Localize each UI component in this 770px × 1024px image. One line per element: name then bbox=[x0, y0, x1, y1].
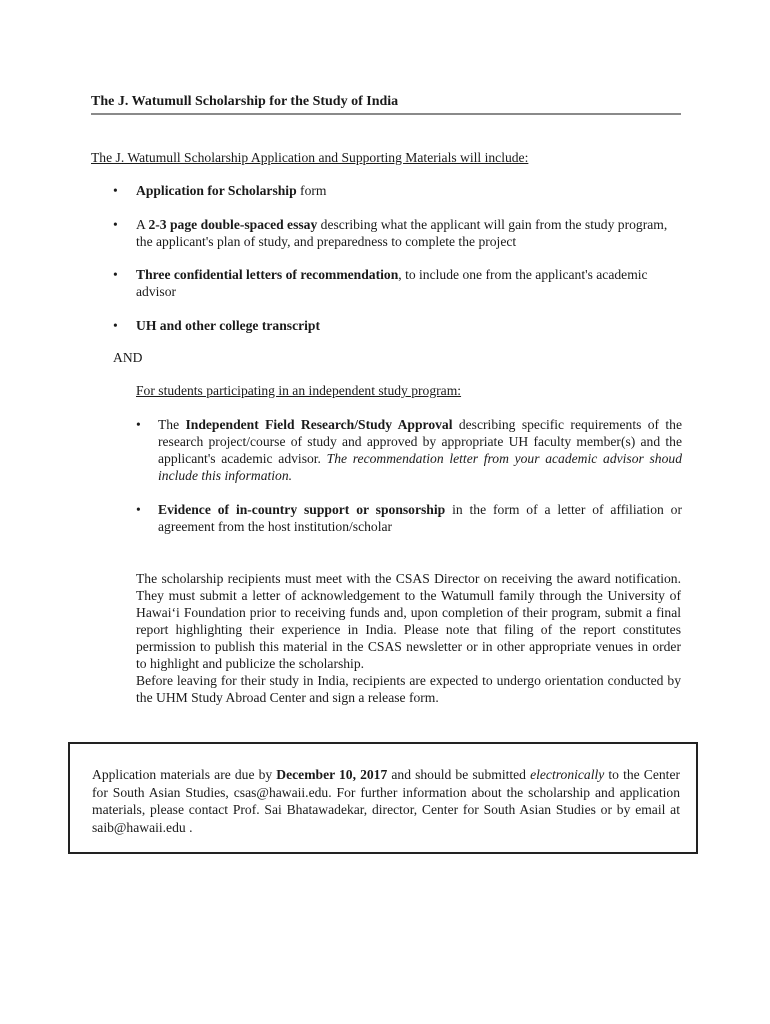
materials-item-4 bbox=[91, 317, 671, 334]
bullet-icon: • bbox=[113, 267, 118, 282]
deadline-prefix: Application materials are due by bbox=[92, 767, 277, 782]
deadline-text bbox=[92, 766, 680, 836]
orientation-text: Before leaving for their study in India, recipients are expected to undergo orientation conducted by the UHM Study Abroad Center and sign a release form. bbox=[136, 673, 681, 705]
independent-study-intro: For students participating in an independent study program: bbox=[136, 383, 462, 398]
materials-item-2 bbox=[91, 216, 671, 250]
deadline-mid: and should be submitted bbox=[387, 767, 531, 782]
item-text: describing what the applicant will gain from the study program, the applicant's plan of study, and preparedness to complete the project bbox=[136, 217, 668, 249]
requirements-text: The scholarship recipients must meet with the CSAS Director on receiving the award notification. They must submit a letter of acknowledgement to the Watumull family through the University of Hawaiʻi Foundation prior to receiving funds and, upon completion of their program, submit a final report highlighting their experience in India. Please note that filing of the report constitutes permission to publish this material in the CSAS newsletter or in other appropriate venues in order to highlight and publicize the scholarship. bbox=[136, 571, 681, 671]
item-bold: Application for Scholarship bbox=[136, 183, 297, 198]
materials-item-3 bbox=[91, 266, 671, 300]
item-text: describing specific requirements of the research project/course of study and approved by appropriate UH faculty member(s) and the applicant's academic advisor. bbox=[158, 417, 682, 466]
recipient-requirements bbox=[136, 570, 681, 706]
deadline-box bbox=[68, 742, 698, 854]
document-title: The J. Watumull Scholarship for the Study of India bbox=[91, 93, 681, 115]
item-prefix: A bbox=[136, 217, 149, 232]
item-note: The recommendation letter from your academic advisor shoud include this information. bbox=[158, 451, 682, 483]
item-bold: UH and other college transcript bbox=[136, 318, 320, 333]
item-text: form bbox=[296, 183, 327, 198]
deadline-emphasis: electronically bbox=[530, 767, 605, 782]
bullet-icon: • bbox=[136, 502, 141, 517]
independent-item-2 bbox=[136, 501, 682, 535]
item-bold: 2-3 page double-spaced essay bbox=[148, 217, 318, 232]
item-bold: Evidence of in-country support or sponsorship bbox=[158, 502, 446, 517]
deadline-date: December 10, 2017 bbox=[276, 767, 388, 782]
bullet-icon: • bbox=[113, 183, 118, 198]
item-prefix: The bbox=[158, 417, 186, 432]
item-bold: Independent Field Research/Study Approval bbox=[185, 417, 453, 432]
materials-item-1 bbox=[91, 182, 671, 199]
materials-intro: The J. Watumull Scholarship Application and Supporting Materials will include: bbox=[91, 150, 529, 165]
bullet-icon: • bbox=[113, 318, 118, 333]
independent-item-1 bbox=[136, 416, 682, 484]
item-text: in the form of a letter of affiliation or agreement from the host institution/scholar bbox=[158, 502, 682, 534]
bullet-icon: • bbox=[113, 217, 118, 232]
item-text: , to include one from the applicant's academic advisor bbox=[136, 267, 648, 299]
and-label: AND bbox=[113, 350, 143, 365]
deadline-contact: to the Center for South Asian Studies, csas@hawaii.edu. For further information about the scholarship and application materials, please contact Prof. Sai Bhatawadekar, director, Center for South Asian Studies or by email at saib@hawaii.edu . bbox=[92, 767, 681, 835]
item-bold: Three confidential letters of recommendation bbox=[136, 267, 399, 282]
bullet-icon: • bbox=[136, 417, 141, 432]
